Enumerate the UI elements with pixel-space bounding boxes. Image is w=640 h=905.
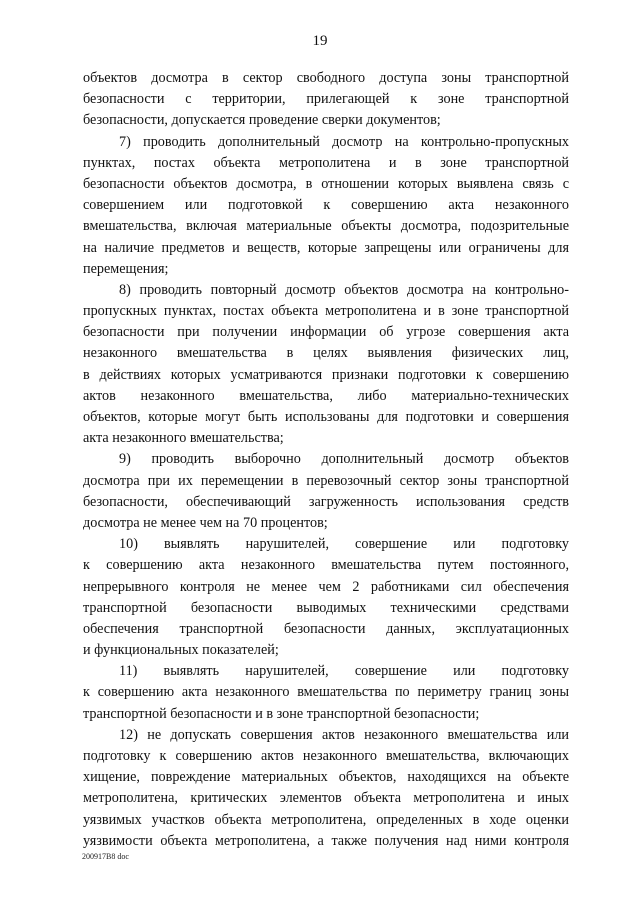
text-line: уязвимости объекта метрополитена, а также получения над ними контроля bbox=[83, 832, 569, 849]
footer-file-name: 200917В8 doc bbox=[82, 852, 129, 861]
text-line: незаконного вмешательства в целях выявления физических лиц, bbox=[83, 345, 569, 362]
text-line: на наличие предметов и веществ, которые запрещены или ограничены для bbox=[83, 239, 569, 256]
paragraph bbox=[83, 725, 569, 852]
document-body bbox=[83, 68, 569, 852]
text-line: безопасности с территории, прилегающей к зоне транспортной bbox=[83, 91, 569, 108]
text-line: непрерывного контроля не менее чем 2 работниками сил обеспечения bbox=[83, 578, 569, 595]
text-line: в действиях которых усматриваются признаки подготовки к совершению bbox=[83, 366, 569, 383]
text-line: 8) проводить повторный досмотр объектов досмотра на контрольно- bbox=[119, 281, 569, 298]
text-line: 11) выявлять нарушителей, совершение или подготовку bbox=[119, 663, 569, 680]
text-line: метрополитена, критических элементов объекта метрополитена и иных bbox=[83, 790, 569, 807]
text-line: безопасности, допускается проведение сверки документов; bbox=[83, 112, 441, 129]
text-line: объектов, которые могут быть использованы для подготовки и совершения bbox=[83, 409, 569, 425]
text-line: безопасности при получении информации об угрозе совершения акта bbox=[83, 324, 569, 341]
text-line: 12) не допускать совершения актов незаконного вмешательства или bbox=[119, 726, 569, 743]
text-line: уязвимых участков объекта метрополитена, определенных в ходе оценки bbox=[83, 811, 569, 828]
text-line: безопасности, обеспечивающий загруженность использования средств bbox=[83, 493, 569, 510]
text-line: 10) выявлять нарушителей, совершение или подготовку bbox=[119, 536, 569, 553]
text-line: пропускных пунктах, постах объекта метрополитена и в зоне транспортной bbox=[83, 303, 569, 320]
paragraph bbox=[83, 280, 569, 450]
text-line: вмешательства, включая материальные объекты досмотра, подозрительные bbox=[83, 218, 569, 235]
paragraph bbox=[83, 449, 569, 534]
text-line: досмотра не менее чем на 70 процентов; bbox=[83, 514, 328, 531]
text-line: актов незаконного вмешательства, либо материально-технических bbox=[83, 387, 569, 404]
text-line: обеспечения транспортной безопасности данных, эксплуатационных bbox=[83, 620, 569, 637]
paragraph bbox=[83, 68, 569, 132]
text-line: подготовку к совершению актов незаконного вмешательства, включающих bbox=[83, 748, 569, 764]
text-line: пунктах, постах объекта метрополитена и в зоне транспортной bbox=[83, 154, 569, 171]
text-line: безопасности объектов досмотра, в отношении которых выявлена связь с bbox=[83, 175, 569, 192]
text-line: и функциональных показателей; bbox=[83, 642, 279, 659]
paragraph bbox=[83, 132, 569, 280]
paragraph bbox=[83, 534, 569, 661]
text-line: транспортной безопасности выводимых техническими средствами bbox=[83, 599, 569, 616]
text-line: объектов досмотра в сектор свободного доступа зоны транспортной bbox=[83, 70, 569, 86]
text-line: акта незаконного вмешательства; bbox=[83, 430, 284, 447]
paragraph bbox=[83, 661, 569, 725]
text-line: досмотра при их перемещении в перевозочный сектор зоны транспортной bbox=[83, 472, 569, 489]
text-line: к совершению акта незаконного вмешательства путем постоянного, bbox=[83, 557, 569, 574]
text-line: транспортной безопасности и в зоне транспортной безопасности; bbox=[83, 705, 480, 722]
text-line: хищение, повреждение материальных объектов, находящихся на объекте bbox=[83, 769, 569, 786]
text-line: 7) проводить дополнительный досмотр на контрольно-пропускных bbox=[119, 133, 569, 150]
text-line: перемещения; bbox=[83, 260, 169, 277]
text-line: совершением или подготовкой к совершению акта незаконного bbox=[83, 197, 569, 214]
text-line: 9) проводить выборочно дополнительный досмотр объектов bbox=[119, 451, 569, 468]
page-number: 19 bbox=[312, 33, 328, 49]
text-line: к совершению акта незаконного вмешательства по периметру границ зоны bbox=[83, 684, 569, 701]
